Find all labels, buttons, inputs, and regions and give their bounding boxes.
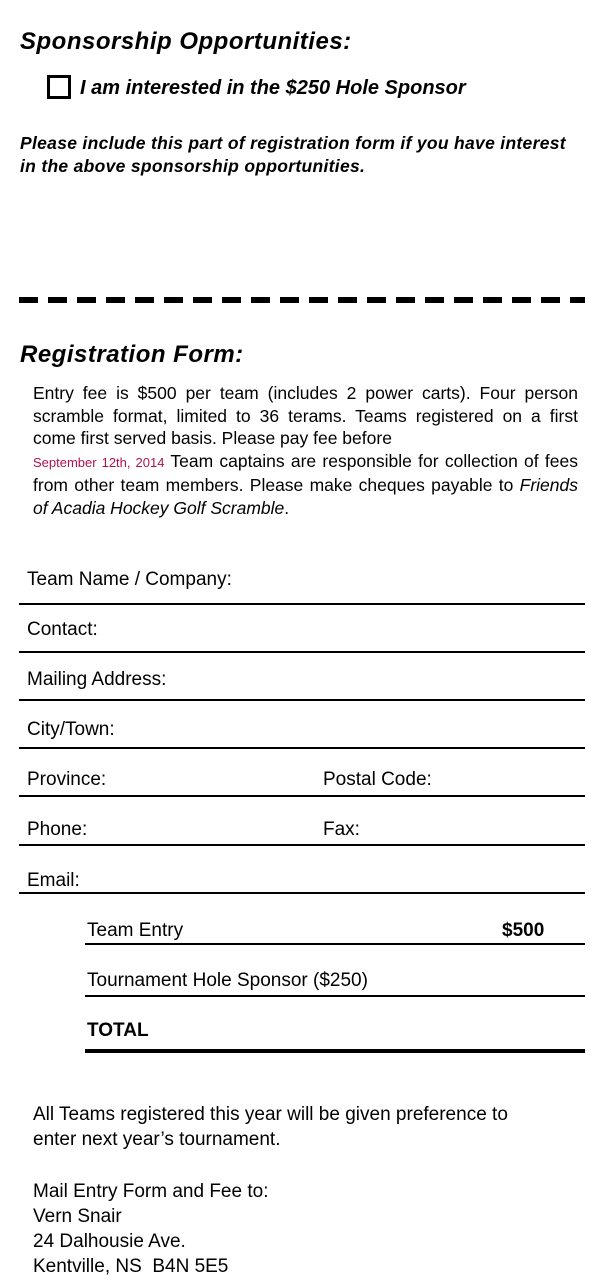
fax-label: Fax: [323, 819, 360, 840]
description-text-end: . [284, 497, 290, 518]
preference-line-2: enter next year’s tournament. [33, 1129, 281, 1150]
team-entry-line [85, 943, 585, 945]
deadline-date: September 12th, 2014 [33, 454, 165, 470]
sponsorship-note: Please include this part of registration form if you have interest in the above sponsorship opportunities. [20, 133, 566, 176]
province-postal-field[interactable] [19, 795, 585, 797]
mail-street: 24 Dalhousie Ave. [33, 1231, 186, 1252]
contact-label: Contact: [27, 619, 98, 640]
postal-code-label: Postal Code: [323, 769, 432, 790]
hole-sponsor-checkbox-label: I am interested in the $250 Hole Sponsor [80, 77, 466, 99]
contact-field[interactable] [19, 651, 585, 653]
phone-label: Phone: [27, 819, 88, 840]
hole-sponsor-line [85, 995, 585, 997]
mail-heading: Mail Entry Form and Fee to: [33, 1181, 269, 1202]
mailing-address-field[interactable] [19, 699, 585, 701]
mailing-block [33, 1179, 268, 1279]
payee-name: Friends of Acadia Hockey Golf Scramble [33, 475, 578, 518]
cut-line-divider [19, 297, 585, 303]
description-text-2: Team captains are responsible for collection of fees from other team members. Please make cheques payable to [33, 450, 578, 495]
email-field[interactable] [19, 892, 585, 894]
registration-title: Registration Form: [20, 341, 244, 368]
hole-sponsor-checkbox[interactable] [47, 75, 71, 99]
registration-description [33, 382, 578, 519]
preference-line-1: All Teams registered this year will be given preference to [33, 1104, 508, 1125]
preference-note [33, 1102, 508, 1152]
mailing-address-label: Mailing Address: [27, 669, 167, 690]
mail-city: Kentville, NS B4N 5E5 [33, 1256, 229, 1277]
total-line [85, 1049, 585, 1053]
team-name-field[interactable] [19, 603, 585, 605]
team-entry-label: Team Entry [87, 920, 184, 941]
phone-fax-field[interactable] [19, 844, 585, 846]
email-label: Email: [27, 870, 80, 891]
total-label: TOTAL [87, 1020, 149, 1041]
team-entry-amount: $500 [502, 920, 545, 941]
sponsorship-title: Sponsorship Opportunities: [20, 28, 352, 55]
city-town-field[interactable] [19, 747, 585, 749]
city-town-label: City/Town: [27, 719, 115, 740]
province-label: Province: [27, 769, 107, 790]
mail-name: Vern Snair [33, 1206, 122, 1227]
team-name-label: Team Name / Company: [27, 569, 232, 590]
hole-sponsor-label: Tournament Hole Sponsor ($250) [87, 970, 368, 991]
description-text-1: Entry fee is $500 per team (includes 2 power carts). Four person scramble format, limited to 36 terams. Teams registered on a first come first served basis. Please pay fee before [33, 383, 578, 448]
